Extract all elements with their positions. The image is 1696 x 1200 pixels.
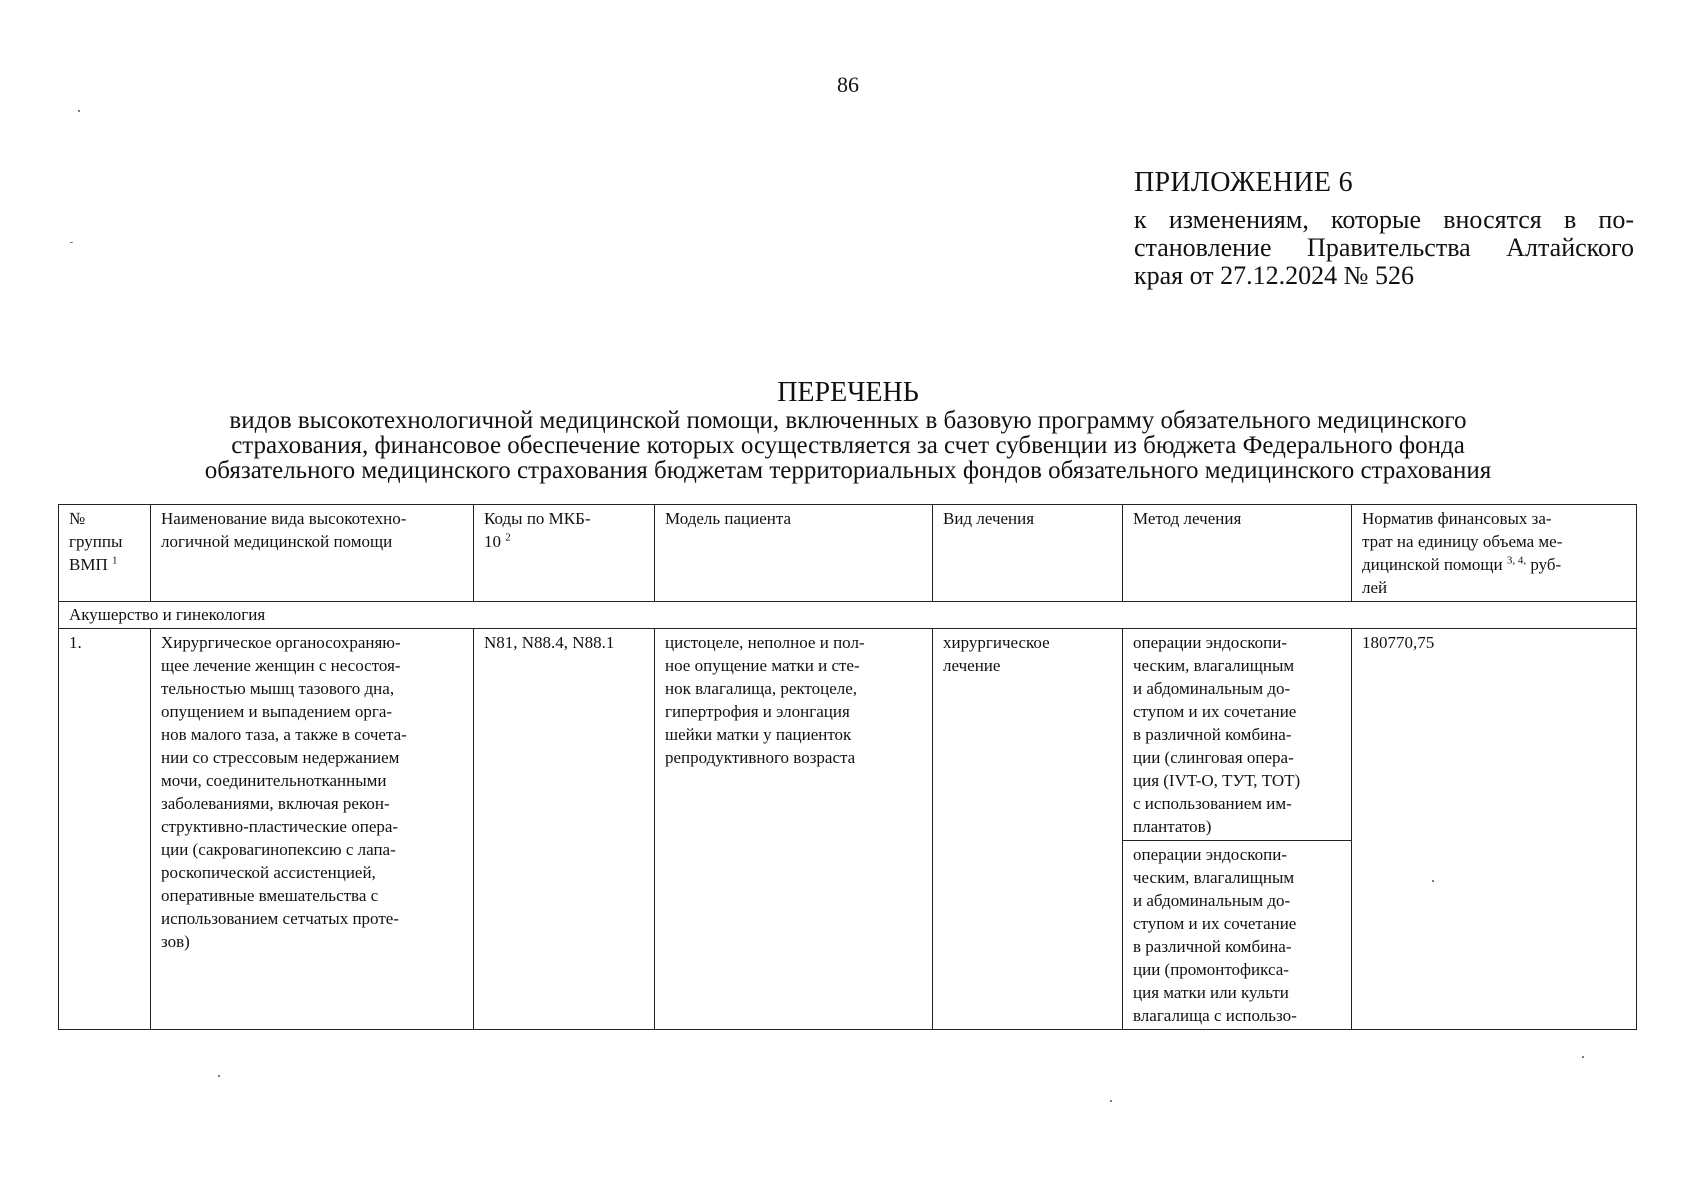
cell-care-type-name: Хирургическое органосохраняю- щее лечение женщин с несостоя- тельностью мышц тазового дна, опущением и выпадением орга- нов малого таза, а также в сочета- нии со стрессовым недержанием мочи, соединительнотканными заболеваниями, включая рекон- структивно-пластические опера- ции (сакровагинопексию с лапа- роскопической ассистенцией, оперативные вмешательства с использованием сетчатых протe- зов) xyxy=(151,629,474,1030)
scan-speck xyxy=(78,110,80,112)
annex-title: ПРИЛОЖЕНИЕ 6 xyxy=(1134,167,1353,198)
table-header-row xyxy=(59,505,1637,602)
annex-block xyxy=(1134,166,1634,290)
header-group-number: № группы ВМП $^1$ xyxy=(59,505,151,602)
cell-patient-model: цистоцеле, неполное и пол- ное опущение матки и сте- нок влагалища, ректоцеле, гипертрофия и элонгация шейки матки у пациенток репродуктивного возраста xyxy=(655,629,933,1030)
header-cost-standard: Норматив финансовых за- трат на единицу объема ме- дицинской помощи $^{3, 4,}$ руб- лей xyxy=(1352,505,1637,602)
method-option-2: операции эндоскопи- ческим, влагалищным и абдоминальным до- ступом и их сочетание в различной комбина- ции (промонтофикса- ция матки или культи влагалища с использо- xyxy=(1133,845,1297,1025)
annex-line-1: к изменениям, которые вносятся в по- xyxy=(1134,205,1634,234)
document-subtitle-line-1: видов высокотехнологичной медицинской помощи, включенных в базовую программу обязательного медицинского xyxy=(229,407,1467,434)
header-patient-model: Модель пациента xyxy=(655,505,933,602)
scan-speck xyxy=(70,242,73,243)
cell-number: 1. xyxy=(59,629,151,1030)
header-care-type-name: Наименование вида высокотехно- логичной медицинской помощи xyxy=(151,505,474,602)
document-heading: ПЕРЕЧЕНЬ xyxy=(777,377,919,408)
header-icd-codes: Коды по МКБ- 10 $^2$ xyxy=(474,505,655,602)
document-subtitle-line-2: страхования, финансовое обеспечение которых осуществляется за счет субвенции из бюджета Федерального фонда xyxy=(231,432,1465,459)
section-title: Акушерство и гинекология xyxy=(59,602,1637,629)
cell-treatment-method xyxy=(1123,629,1352,1030)
section-row xyxy=(59,602,1637,629)
cell-icd-codes: N81, N88.4, N88.1 xyxy=(474,629,655,1030)
annex-line-3: края от 27.12.2024 № 526 xyxy=(1134,261,1414,290)
header-treatment-type: Вид лечения xyxy=(933,505,1123,602)
vmp-table xyxy=(58,504,1637,1030)
cell-cost-standard: 180770,75 xyxy=(1352,629,1637,1030)
cell-treatment-type: хирургическое лечение xyxy=(933,629,1123,1030)
document-title xyxy=(0,378,1696,483)
page-number: 86 xyxy=(837,72,859,97)
method-option-1: операции эндоскопи- ческим, влагалищным и абдоминальным до- ступом и их сочетание в различной комбина- ции (слинговая опера- ция (IVT-O, ТУТ, ТОТ) с использованием им- плантатов) xyxy=(1123,629,1351,841)
annex-subtitle xyxy=(1134,206,1634,290)
table-row xyxy=(59,629,1637,1030)
scan-speck xyxy=(1432,880,1434,882)
document-subtitle-line-3: обязательного медицинского страхования бюджетам территориальных фондов обязательного медицинского страхования xyxy=(204,457,1492,484)
scan-speck xyxy=(1582,1056,1584,1058)
annex-line-2: становление Правительства Алтайского xyxy=(1134,233,1634,262)
header-treatment-method: Метод лечения xyxy=(1123,505,1352,602)
scan-speck xyxy=(1110,1100,1112,1102)
scan-speck xyxy=(218,1075,220,1077)
